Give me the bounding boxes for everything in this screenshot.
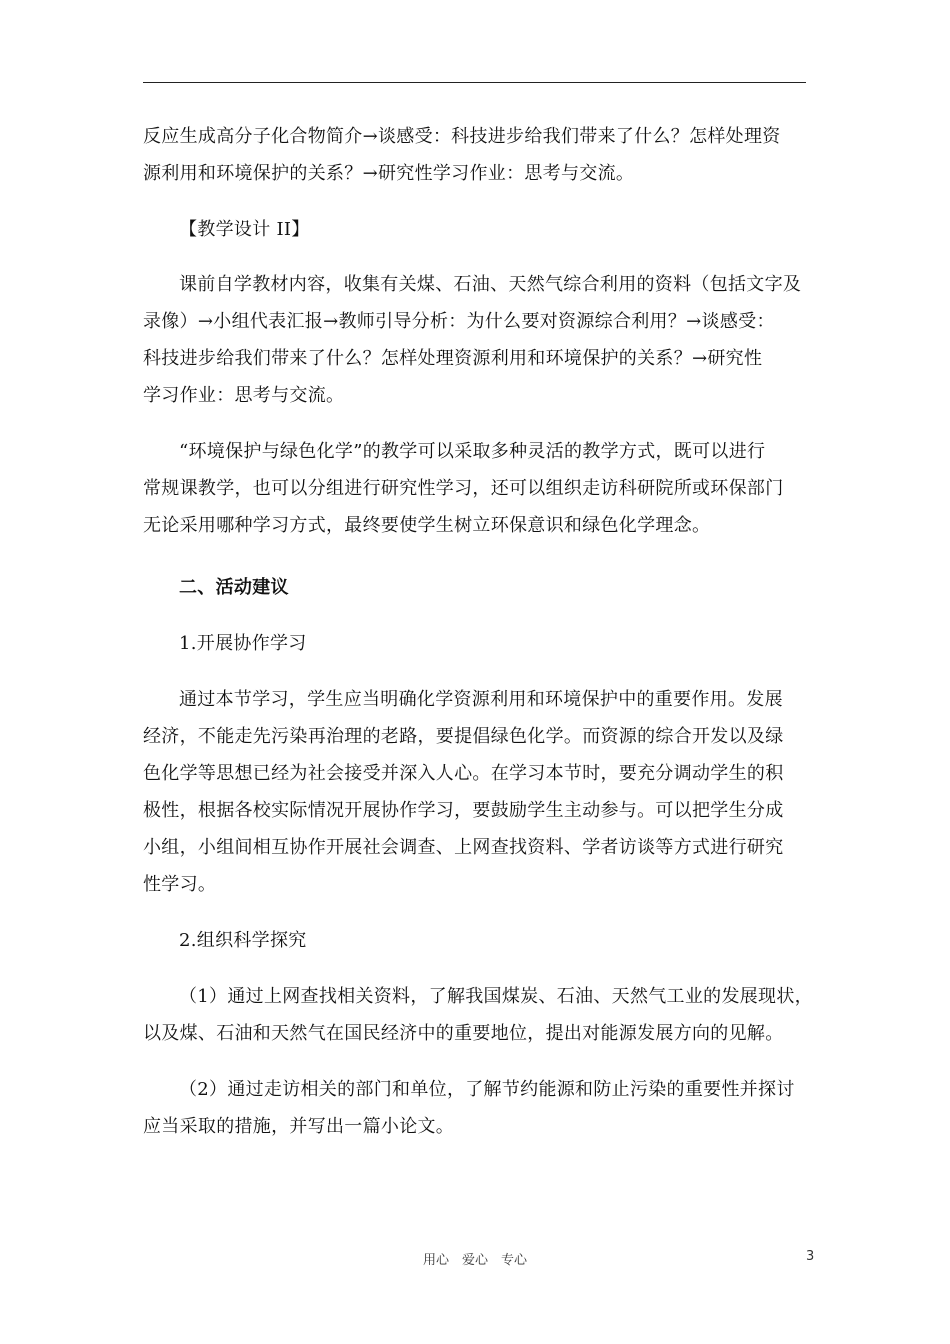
- page-number: 3: [806, 1249, 815, 1264]
- design-heading: 【教学设计 II】: [179, 219, 310, 240]
- paragraph-line: 录像）→小组代表汇报→教师引导分析：为什么要对资源综合利用？→谈感受：: [143, 311, 775, 332]
- paragraph-line: 小组，小组间相互协作开展社会调查、上网查找资料、学者访谈等方式进行研究: [143, 837, 784, 858]
- paragraph-line: 极性，根据各校实际情况开展协作学习，要鼓励学生主动参与。可以把学生分成: [143, 800, 784, 821]
- paragraph-line: 以及煤、石油和天然气在国民经济中的重要地位，提出对能源发展方向的见解。: [143, 1023, 784, 1044]
- paragraph-line: 学习作业：思考与交流。: [143, 385, 345, 406]
- paragraph-line: （2）通过走访相关的部门和单位，了解节约能源和防止污染的重要性并探讨: [179, 1079, 795, 1100]
- subsection-heading: 2.组织科学探究: [179, 930, 307, 951]
- paragraph-line: 常规课教学，也可以分组进行研究性学习，还可以组织走访科研院所或环保部门: [143, 478, 784, 499]
- section-heading: 二、活动建议: [179, 577, 289, 598]
- paragraph-line: 课前自学教材内容，收集有关煤、石油、天然气综合利用的资料（包括文字及: [179, 274, 802, 295]
- paragraph-line: 经济，不能走先污染再治理的老路，要提倡绿色化学。而资源的综合开发以及绿: [143, 726, 784, 747]
- paragraph-line: 科技进步给我们带来了什么？怎样处理资源利用和环境保护的关系？→研究性: [143, 348, 763, 369]
- paragraph-line: （1）通过上网查找相关资料，了解我国煤炭、石油、天然气工业的发展现状，: [179, 986, 813, 1007]
- paragraph-line: 性学习。: [143, 874, 217, 895]
- subsection-heading: 1.开展协作学习: [179, 633, 307, 654]
- header-rule: [143, 82, 806, 83]
- paragraph-line: “环境保护与绿色化学”的教学可以采取多种灵活的教学方式，既可以进行: [179, 441, 766, 462]
- paragraph-line: 通过本节学习，学生应当明确化学资源利用和环境保护中的重要作用。发展: [179, 689, 783, 710]
- paragraph-line: 色化学等思想已经为社会接受并深入人心。在学习本节时，要充分调动学生的积: [143, 763, 784, 784]
- paragraph-line: 反应生成高分子化合物简介→谈感受：科技进步给我们带来了什么？怎样处理资: [143, 126, 781, 147]
- paragraph-line: 源利用和环境保护的关系？→研究性学习作业：思考与交流。: [143, 163, 635, 184]
- paragraph-line: 应当采取的措施，并写出一篇小论文。: [143, 1116, 455, 1137]
- footer-motto: 用心 爱心 专心: [422, 1253, 527, 1268]
- paragraph-line: 无论采用哪种学习方式，最终要使学生树立环保意识和绿色化学理念。: [143, 515, 711, 536]
